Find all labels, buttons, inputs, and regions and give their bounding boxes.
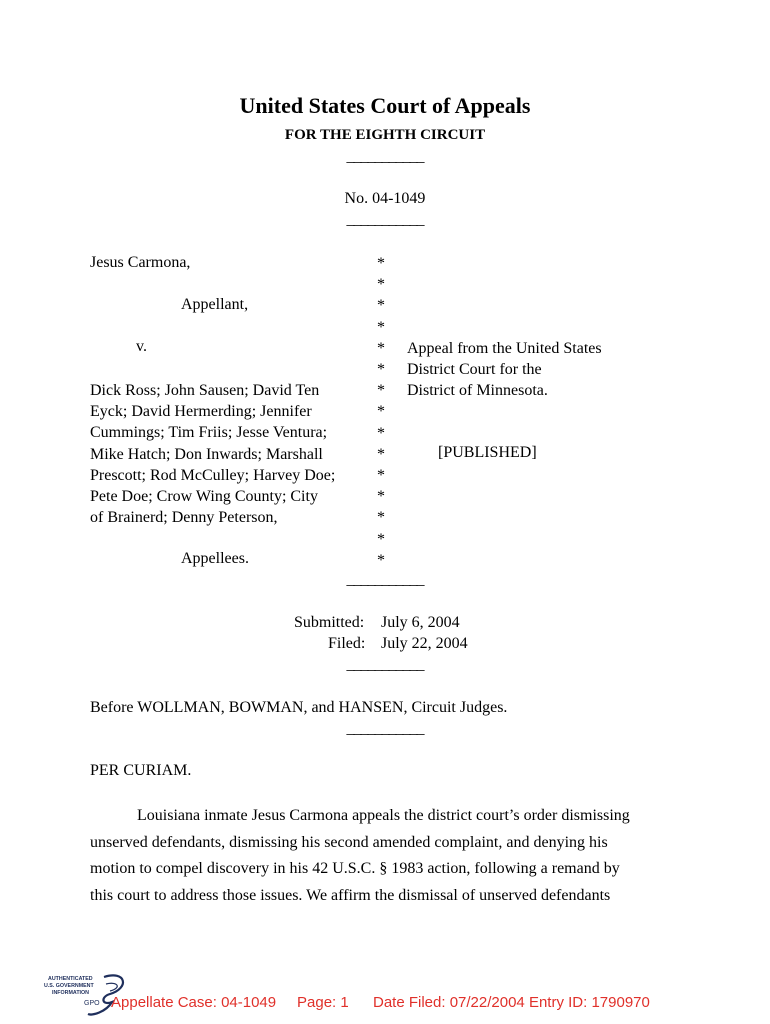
- filed-date: July 22, 2004: [381, 635, 468, 652]
- footer-page: Page: 1: [297, 994, 349, 1011]
- appellee-name-line: Dick Ross; John Sausen; David Ten: [90, 382, 320, 399]
- appeal-from-block: [407, 338, 602, 402]
- divider-rule: ___________: [346, 656, 424, 673]
- caption-star: *: [377, 297, 385, 315]
- body-line: unserved defendants, dismissing his second amended complaint, and denying his: [90, 833, 608, 851]
- caption-star: *: [377, 361, 385, 379]
- versus: v.: [136, 338, 147, 355]
- body-line: Louisiana inmate Jesus Carmona appeals the district court’s order dismissing: [137, 807, 630, 824]
- appellee-name-line: Pete Doe; Crow Wing County; City: [90, 488, 318, 506]
- published-label: [PUBLISHED]: [438, 444, 537, 461]
- caption-star: *: [377, 551, 385, 569]
- appeal-from-line: District of Minnesota.: [407, 382, 548, 400]
- caption-star: *: [377, 403, 385, 421]
- panel-judges: Before WOLLMAN, BOWMAN, and HANSEN, Circuit Judges.: [90, 699, 508, 716]
- submitted-label: Submitted:: [294, 614, 365, 631]
- appeal-from-line: Appeal from the United States: [407, 340, 602, 357]
- gpo-line-3: INFORMATION: [52, 990, 89, 996]
- appellant-role: Appellant,: [181, 296, 249, 313]
- opinion-body: [90, 803, 684, 909]
- caption-star: *: [377, 445, 385, 463]
- caption-star: *: [377, 467, 385, 485]
- court-title: United States Court of Appeals: [239, 93, 531, 118]
- appellees-role: Appellees.: [181, 550, 249, 567]
- caption-star: *: [377, 530, 385, 548]
- appellee-name-line: Prescott; Rod McCulley; Harvey Doe;: [90, 466, 336, 484]
- submitted-date: July 6, 2004: [381, 614, 460, 631]
- case-number: No. 04-1049: [344, 190, 426, 207]
- divider-rule: ___________: [346, 148, 424, 165]
- gpo-mark: GPO: [84, 1000, 100, 1007]
- filed-label: Filed:: [328, 635, 366, 652]
- divider-rule: ___________: [346, 720, 424, 737]
- caption-star: *: [377, 509, 385, 527]
- appellant-name: Jesus Carmona,: [90, 254, 191, 271]
- circuit-subtitle: FOR THE EIGHTH CIRCUIT: [284, 127, 486, 143]
- appellee-name-line: Mike Hatch; Don Inwards; Marshall: [90, 445, 323, 463]
- appellee-name-line: of Brainerd; Denny Peterson,: [90, 509, 278, 527]
- body-line: motion to compel discovery in his 42 U.S.C. § 1983 action, following a remand by: [90, 860, 620, 877]
- body-line: this court to address those issues. We affirm the dismissal of unserved defendants: [90, 886, 611, 904]
- caption-star: *: [377, 318, 385, 336]
- opinion-type: PER CURIAM.: [90, 762, 192, 779]
- caption-star: *: [377, 276, 385, 294]
- appellee-name-line: Eyck; David Hermerding; Jennifer: [90, 403, 312, 421]
- caption-star: *: [377, 255, 385, 272]
- divider-rule: ___________: [346, 571, 424, 588]
- appellees-list: [90, 380, 335, 528]
- gpo-line-1: AUTHENTICATED: [48, 976, 93, 982]
- caption-star: *: [377, 424, 385, 442]
- caption-star: *: [377, 488, 385, 506]
- appeal-from-line: District Court for the: [407, 361, 542, 379]
- footer-case: Appellate Case: 04-1049: [111, 994, 277, 1011]
- caption-star: *: [377, 339, 385, 357]
- gpo-line-2: U.S. GOVERNMENT: [44, 983, 94, 989]
- divider-rule: ___________: [346, 211, 424, 228]
- caption-star: *: [377, 382, 385, 400]
- caption-star-column: [377, 253, 385, 571]
- appellee-name-line: Cummings; Tim Friis; Jesse Ventura;: [90, 424, 328, 442]
- footer-date-entry: Date Filed: 07/22/2004 Entry ID: 1790970: [373, 994, 650, 1011]
